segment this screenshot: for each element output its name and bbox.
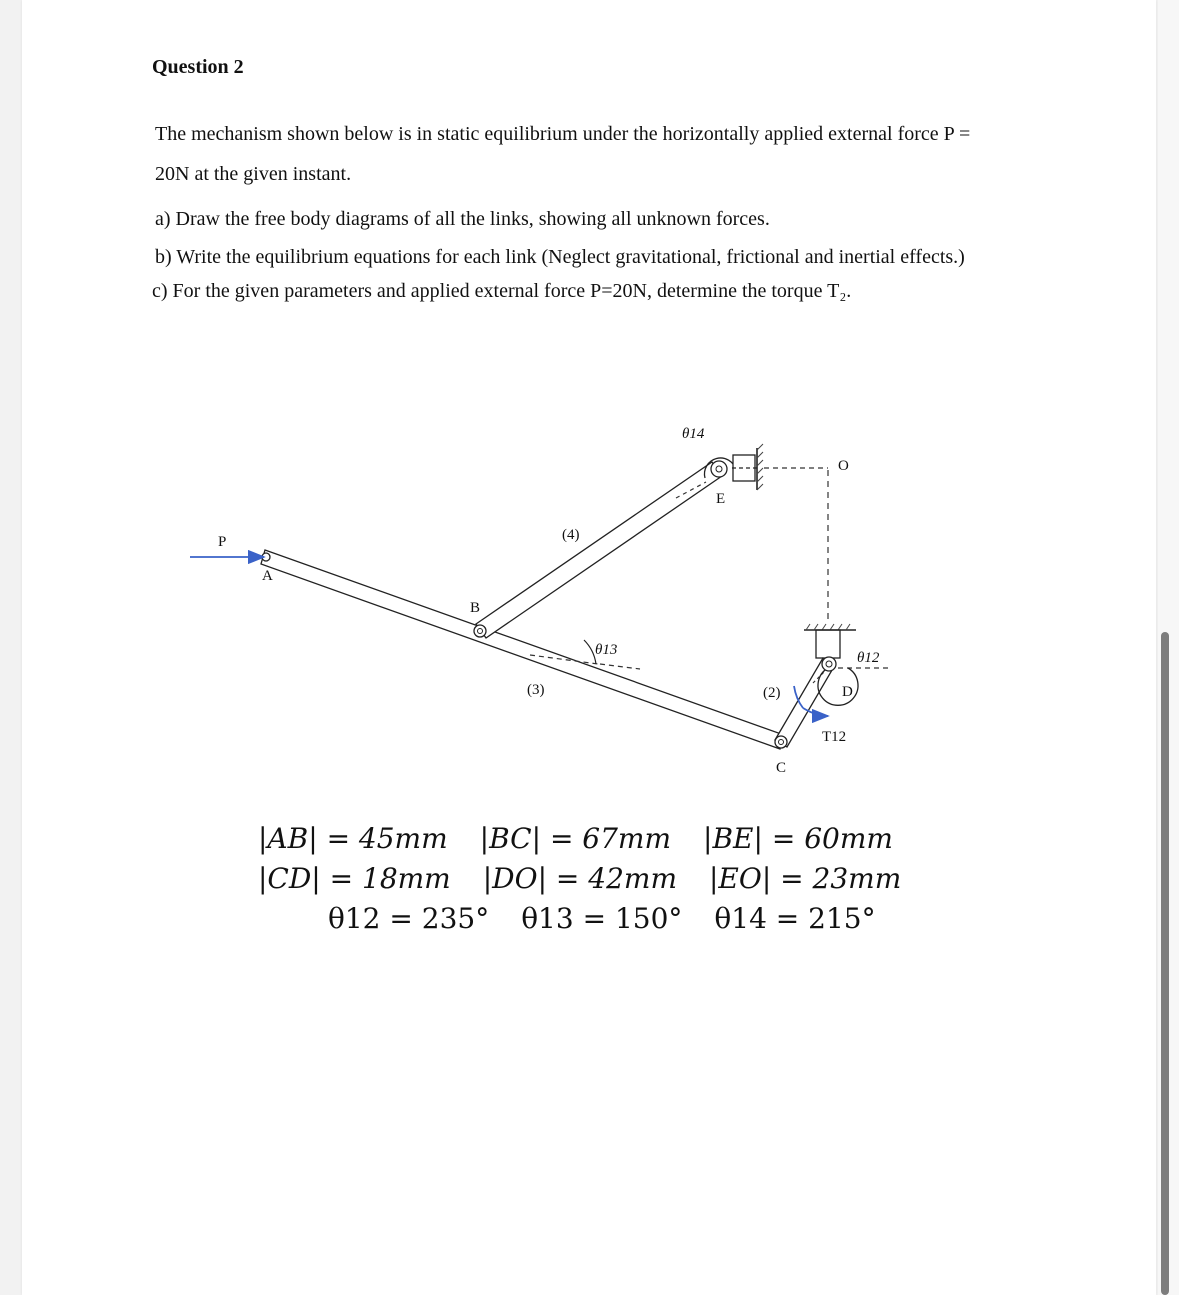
param-be: |BE| = 60mm xyxy=(703,822,893,855)
label-b: B xyxy=(470,600,481,616)
param-ab: |AB| = 45mm xyxy=(258,822,448,855)
question-title: Question 2 xyxy=(152,56,244,78)
param-cd: |CD| = 18mm xyxy=(258,862,451,895)
param-theta12: θ12 = 235° xyxy=(328,902,490,935)
question-intro-line-2: 20N at the given instant. xyxy=(155,163,352,185)
question-intro-line-1: The mechanism shown below is in static equilibrium under the horizontally applied external force P = xyxy=(155,123,971,145)
link-4-bar xyxy=(476,462,722,638)
joint-e xyxy=(711,461,727,477)
label-theta14: θ14 xyxy=(682,426,705,442)
label-o: O xyxy=(838,458,849,474)
link-3-bar xyxy=(261,550,784,749)
ground-support-e xyxy=(732,444,763,490)
label-link-2: (2) xyxy=(763,685,781,701)
label-d: D xyxy=(842,684,853,700)
param-do: |DO| = 42mm xyxy=(482,862,677,895)
joint-c xyxy=(775,736,787,748)
label-a: A xyxy=(262,568,273,584)
question-part-b: b) Write the equilibrium equations for each link (Neglect gravitational, frictional and inertial effects.) xyxy=(155,246,965,268)
question-part-a: a) Draw the free body diagrams of all the links, showing all unknown forces. xyxy=(155,208,770,230)
param-theta13: θ13 = 150° xyxy=(521,902,683,935)
label-link-4: (4) xyxy=(562,527,580,543)
parameters-line-3 xyxy=(328,902,876,935)
label-theta13: θ13 xyxy=(595,642,618,658)
question-part-c: c) For the given parameters and applied external force P=20N, determine the torque T₂. xyxy=(152,280,852,302)
joint-b xyxy=(474,625,486,637)
ground-support-d xyxy=(804,624,856,658)
label-p: P xyxy=(218,534,227,550)
label-c: C xyxy=(776,760,787,776)
label-t12: T12 xyxy=(822,729,847,745)
reference-lines xyxy=(530,468,892,683)
parameters-line-2 xyxy=(258,862,901,895)
joint-d xyxy=(822,657,836,671)
label-link-3: (3) xyxy=(527,682,545,698)
param-theta14: θ14 = 215° xyxy=(714,902,876,935)
param-eo: |EO| = 23mm xyxy=(709,862,902,895)
label-theta12: θ12 xyxy=(857,650,880,666)
param-bc: |BC| = 67mm xyxy=(479,822,672,855)
label-e: E xyxy=(716,491,726,507)
parameters-line-1 xyxy=(258,822,893,855)
